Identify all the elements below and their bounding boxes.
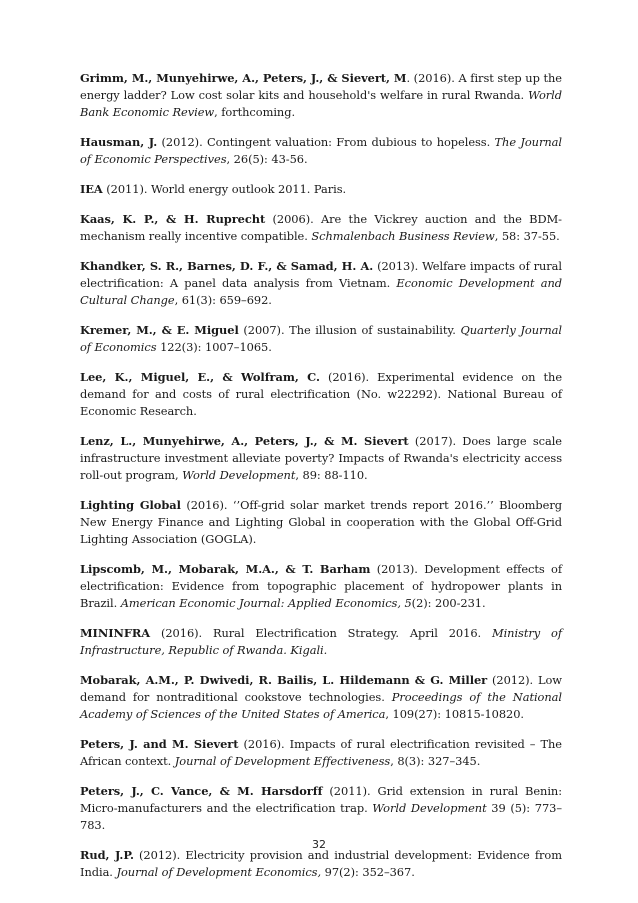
reference-text: . (2016). A first step up the energy ladder? Low cost solar kits and household's welfare in rural Rwanda. [80, 71, 562, 102]
reference-tail: 39 (5): 773–783. [80, 800, 562, 832]
reference-entry [80, 783, 562, 833]
reference-authors: Lee, K., Miguel, E., & Wolfram, C. [80, 370, 320, 385]
reference-journal: Quarterly Journal of Economics [80, 323, 563, 355]
reference-tail: , forthcoming. [214, 104, 296, 119]
reference-tail: , 109(27): 10815-10820. [385, 706, 525, 721]
reference-authors: Peters, J., C. Vance, & M. Harsdorff [80, 784, 323, 798]
reference-text: (2006). Are the Vickrey auction and the BDM-mechanism really incentive compatible. [80, 212, 562, 244]
reference-text: (2011). World energy outlook 2011. Paris. [102, 181, 347, 196]
reference-authors: Peters, J. and M. Sievert [80, 736, 239, 751]
reference-authors: Khandker, S. R., Barnes, D. F., & Samad, H. A. [80, 259, 374, 274]
reference-text: (2012). Low demand for nontraditional cookstove technologies. [80, 673, 563, 704]
reference-entry [80, 433, 562, 483]
reference-authors: Rud, J.P. [80, 847, 134, 862]
reference-entry [80, 736, 562, 770]
reference-tail: , 26(5): 43-56. [226, 151, 308, 166]
reference-journal: Journal of Development Economics, [116, 864, 322, 879]
reference-authors: Lighting Global [80, 498, 181, 513]
reference-entry [80, 258, 562, 308]
reference-journal: Proceedings of the National Academy of Sciences of the United States of America [80, 689, 562, 721]
reference-tail: , 58: 37-55. [494, 229, 560, 244]
reference-text: (2016). Impacts of rural electrification revisited – The African context. [80, 736, 562, 768]
reference-text: (2012). Contingent valuation: From dubious to hopeless. [157, 134, 495, 149]
page-number: 32 [312, 838, 326, 851]
reference-authors: IEA [80, 181, 103, 196]
reference-authors: Kaas, K. P., & H. Ruprecht [80, 212, 266, 227]
reference-authors: Hausman, J. [80, 134, 158, 149]
reference-entry [80, 561, 562, 611]
reference-entry [80, 181, 562, 198]
reference-tail: , 89: 88-110. [295, 467, 368, 482]
reference-entry [80, 70, 562, 120]
reference-journal: Economic Development and Cultural Change [80, 276, 563, 307]
reference-tail: , 8(3): 327–345. [390, 753, 481, 768]
reference-authors: MININFRA [80, 625, 151, 640]
reference-journal: American Economic Journal: Applied Economics, 5 [120, 595, 412, 610]
reference-journal: Ministry of Infrastructure, Republic of Rwanda. Kigali. [80, 625, 562, 657]
reference-tail: 97(2): 352–367. [321, 864, 415, 879]
reference-entry [80, 369, 562, 419]
reference-text: (2013). Welfare impacts of rural electrification: A panel data analysis from Vietnam. [80, 259, 562, 291]
reference-text: (2016). Experimental evidence on the demand for and costs of rural electrification (No. w22292). National Bureau of Economic Research. [80, 370, 563, 418]
reference-journal: World Development [372, 800, 487, 815]
reference-text: (2013). Development effects of electrification: Evidence from topographic placement of hydropower plants in Brazil. [80, 562, 562, 610]
reference-entry [80, 322, 562, 356]
reference-tail: , 61(3): 659–692. [174, 292, 272, 307]
reference-journal: World Bank Economic Review [80, 87, 562, 119]
reference-authors: Grimm, M., Munyehirwe, A., Peters, J., & Sievert, M [80, 71, 407, 85]
reference-text: (2011). Grid extension in rural Benin: Micro-manufacturers and the electrification trap. [80, 784, 562, 815]
reference-journal: Schmalenbach Business Review [311, 229, 495, 244]
reference-entry [80, 625, 562, 659]
reference-authors: Mobarak, A.M., P. Dwivedi, R. Bailis, L. Hildemann & G. Miller [80, 673, 488, 688]
reference-list [80, 70, 562, 894]
reference-tail: 122(3): 1007–1065. [156, 340, 272, 355]
reference-text: (2016). ‘’Off-grid solar market trends report 2016.’’ Bloomberg New Energy Finance and Lighting Global in cooperation with the Global Off-Grid Lighting Association (GOGLA). [80, 498, 562, 546]
reference-text: (2007). The illusion of sustainability. [238, 323, 461, 338]
reference-authors: Lenz, L., Munyehirwe, A., Peters, J., & M. Sievert [80, 434, 409, 449]
reference-entry [80, 211, 562, 245]
reference-entry [80, 497, 562, 547]
reference-text: (2017). Does large scale infrastructure investment alleviate poverty? Impacts of Rwanda's electricity access roll-out program, [80, 434, 562, 482]
reference-entry [80, 847, 562, 881]
reference-entry [80, 672, 562, 722]
reference-text: (2012). Electricity provision and industrial development: Evidence from India. [80, 847, 562, 879]
reference-text: (2016). Rural Electrification Strategy. April 2016. [150, 625, 492, 640]
reference-journal: World Development [182, 467, 296, 482]
reference-authors: Kremer, M., & E. Miguel [80, 323, 239, 338]
reference-journal: Journal of Development Effectiveness [174, 753, 391, 768]
reference-tail: (2): 200-231. [411, 595, 486, 610]
reference-journal: The Journal of Economic Perspectives [80, 134, 562, 166]
reference-authors: Lipscomb, M., Mobarak, M.A., & T. Barham [80, 562, 371, 577]
reference-entry [80, 134, 562, 168]
